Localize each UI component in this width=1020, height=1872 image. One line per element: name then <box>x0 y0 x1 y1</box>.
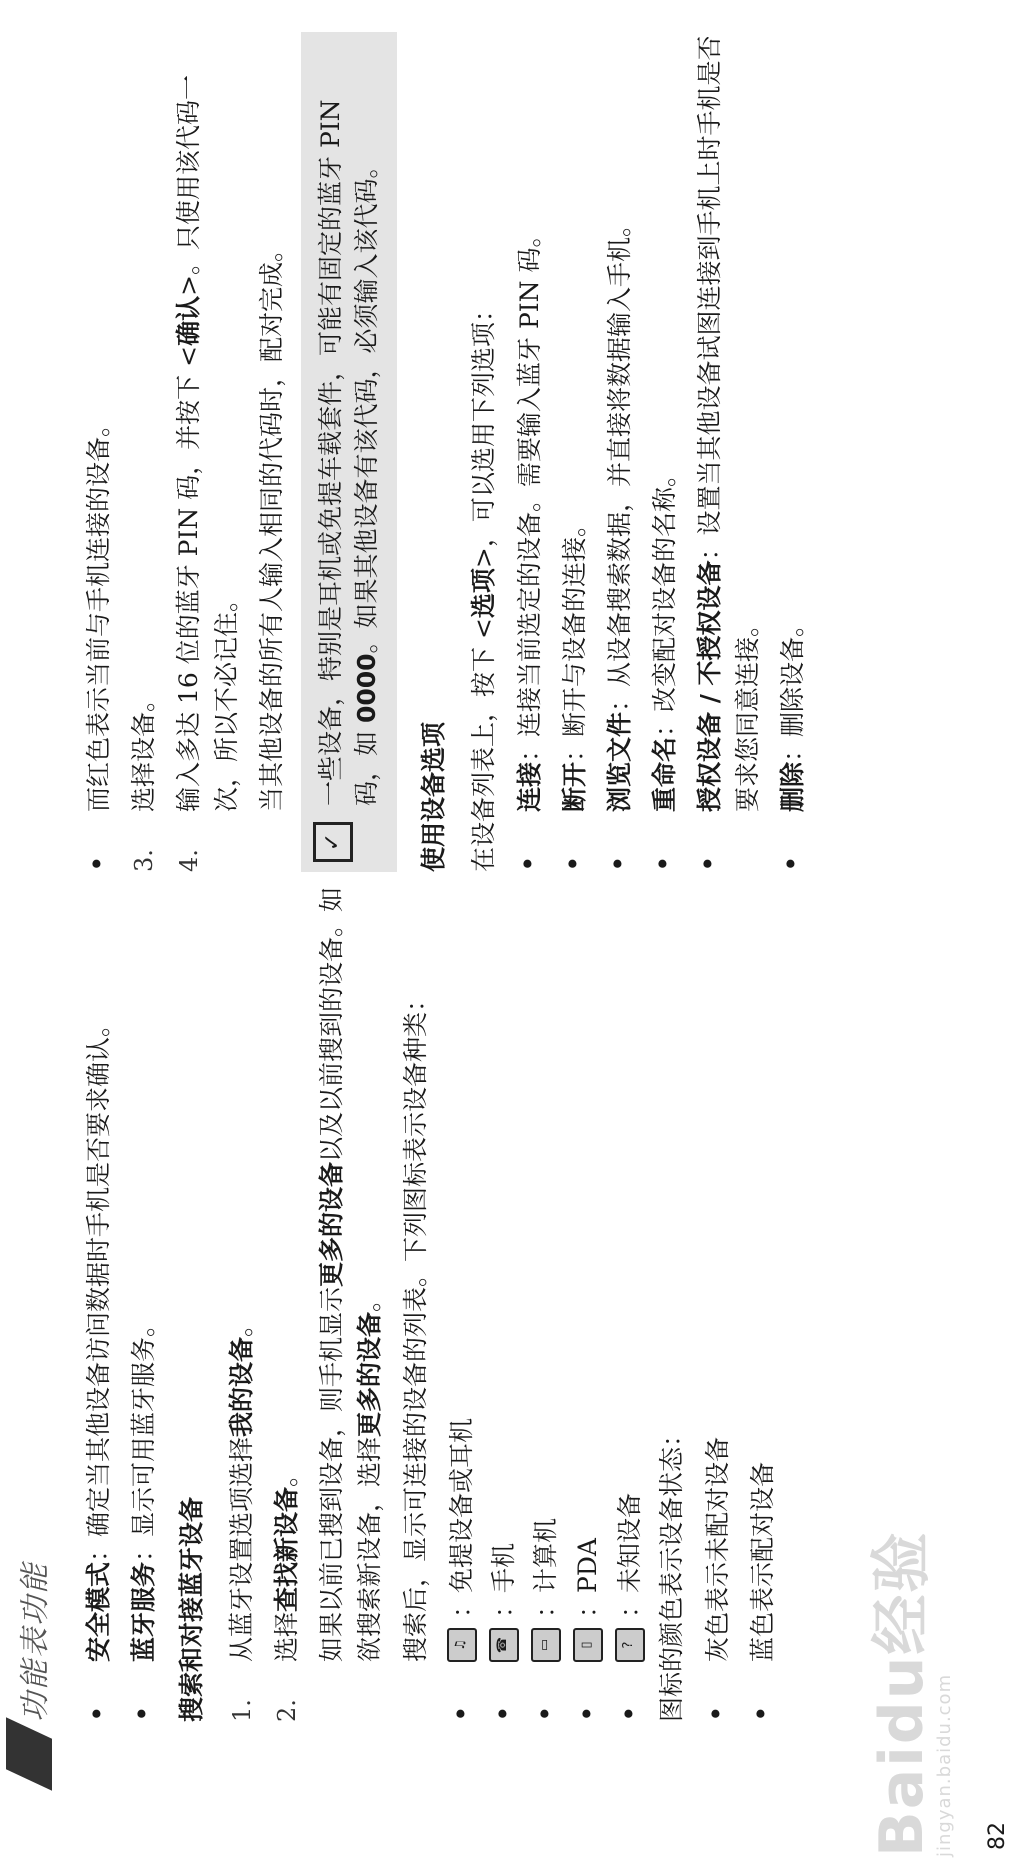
bullet-icon: • <box>647 855 680 872</box>
option-item <box>601 32 639 872</box>
bullet-icon: • <box>81 855 114 872</box>
device-type-item <box>569 862 607 1722</box>
bullet-icon: • <box>571 1705 604 1722</box>
device-type-item <box>527 862 565 1722</box>
option-label: 删除 <box>778 761 807 812</box>
option-item <box>556 32 594 872</box>
step-3-text: 选择设备。 <box>129 686 158 812</box>
step-1 <box>223 862 261 1722</box>
bullet-icon: • <box>745 1705 778 1722</box>
security-mode-label: 安全模式 <box>84 1561 113 1662</box>
paragraph-options-intro <box>465 32 503 872</box>
color-gray-text: 灰色表示未配对设备 <box>703 1436 732 1662</box>
watermark <box>867 1530 955 1857</box>
bullet-icon: • <box>775 855 808 872</box>
option-text: ：删除设备。 <box>778 611 807 762</box>
option-item <box>691 32 767 872</box>
baidu-logo: Baidu经验 <box>867 1530 937 1857</box>
bullet-bt-service <box>125 862 163 1722</box>
color-item <box>744 862 782 1722</box>
option-item <box>511 32 549 872</box>
paragraph-previous-devices <box>313 862 389 1722</box>
left-column <box>80 862 789 1722</box>
step-number: 2. <box>273 1699 301 1722</box>
step-4-c: >。只使用该代码一次，所以不必记住。 <box>174 74 241 812</box>
bt-service-text: ：显示可用蓝牙服务。 <box>129 1311 158 1562</box>
note-a: 一些设备，特别是耳机或免提车载套件，可能有固定的蓝牙 PIN 码，如 <box>316 99 381 806</box>
color-red-text: 而红色表示当前与手机连接的设备。 <box>84 411 113 812</box>
bullet-icon: • <box>512 855 545 872</box>
unknown-icon: ? <box>615 1628 645 1662</box>
step-1-bold: 我的设备 <box>227 1336 256 1437</box>
step-number: 4. <box>175 849 203 872</box>
option-label: 断开 <box>560 761 589 812</box>
watermark-url: jingyan.baidu.com <box>934 1673 955 1857</box>
step-1-text: 从蓝牙设置选项选择 <box>227 1436 256 1662</box>
heading-search-pair: 搜索和对接蓝牙设备 <box>177 1496 206 1722</box>
device-type-label: ：PDA <box>573 1538 602 1618</box>
paragraph-device-list: 搜索后，显示可连接的设备的列表。下列图标表示设备种类： <box>401 986 430 1662</box>
checkmark-note-icon: ✓ <box>313 822 353 862</box>
step-1-end: 。 <box>227 1311 256 1337</box>
color-blue-text: 蓝色表示配对设备 <box>748 1461 777 1662</box>
step-4-a: 输入多达 16 位的蓝牙 PIN 码，并按下 < <box>174 345 203 812</box>
step-4-b: 确认 <box>174 295 203 346</box>
bullet-icon: • <box>557 855 590 872</box>
pda-icon: ▯ <box>573 1628 603 1662</box>
bullet-icon: • <box>529 1705 562 1722</box>
step-3 <box>125 32 163 872</box>
para1-a: 如果以前已搜到设备，则手机显示 <box>317 1286 346 1662</box>
bt-service-label: 蓝牙服务 <box>129 1561 158 1662</box>
bullet-icon: • <box>613 1705 646 1722</box>
step-2-end: 。 <box>272 1461 301 1487</box>
bullet-icon: • <box>445 1705 478 1722</box>
option-item <box>646 32 684 872</box>
option-label: 连接 <box>515 761 544 812</box>
option-label: 重命名 <box>650 736 679 812</box>
note-text <box>313 44 385 806</box>
color-item <box>699 862 737 1722</box>
paragraph-pair-complete: 当其他设备的所有人输入相同的代码时，配对完成。 <box>257 236 286 812</box>
option-text: ：断开与设备的连接。 <box>560 511 589 762</box>
note-b: 。如果其他设备有该代码，必须输入该代码。 <box>352 153 381 654</box>
option-text: ：连接当前选定的设备。需要输入蓝牙 PIN 码。 <box>515 222 544 762</box>
color-item <box>80 32 118 872</box>
bullet-icon: • <box>81 1705 114 1722</box>
bullet-icon: • <box>692 855 725 872</box>
bullet-security-mode <box>80 862 118 1722</box>
page-number: 82 <box>985 1822 1010 1850</box>
step-2-text: 选择 <box>272 1611 301 1662</box>
phone-icon: ☎ <box>489 1628 519 1662</box>
computer-icon: ▭ <box>531 1628 561 1662</box>
bullet-icon: • <box>700 1705 733 1722</box>
option-text: ：改变配对设备的名称。 <box>650 461 679 737</box>
device-type-label: ：计算机 <box>531 1517 560 1618</box>
option-text: ：从设备搜索数据，并直接将数据输入手机。 <box>605 211 634 712</box>
options-intro-a: 在设备列表上，按下 < <box>469 618 498 872</box>
bullet-icon: • <box>487 1705 520 1722</box>
para1-c: 以及以前搜到的设备。如欲搜索新设备，选择 <box>317 886 384 1662</box>
device-type-item <box>611 862 649 1722</box>
option-item <box>774 32 812 872</box>
para1-b: 更多的设备 <box>317 1161 346 1287</box>
step-number: 1. <box>228 1699 256 1722</box>
step-number: 3. <box>130 849 158 872</box>
step-2-bold: 查找新设备 <box>272 1486 301 1612</box>
option-text: ：设置当其他设备试图连接到手机上时手机是否要求您同意连接。 <box>695 35 762 812</box>
bullet-icon: • <box>602 855 635 872</box>
para1-d: 更多的设备 <box>355 1311 384 1437</box>
right-column <box>80 32 819 872</box>
device-type-label: ：手机 <box>489 1542 518 1618</box>
section-title: 功能表功能 <box>18 1562 53 1722</box>
device-type-label: ：免提设备或耳机 <box>447 1417 476 1618</box>
device-type-item <box>485 862 523 1722</box>
handsfree-icon: ♫ <box>447 1628 477 1662</box>
options-intro-b: 选项 <box>469 568 498 619</box>
option-label: 授权设备 / 不授权设备 <box>695 560 724 812</box>
device-type-label: ：未知设备 <box>615 1492 644 1618</box>
note-code: 0000 <box>352 653 381 724</box>
security-mode-text: ：确定当其他设备访问数据时手机是否要求确认。 <box>84 1011 113 1562</box>
options-intro-c: >，可以选用下列选项： <box>469 297 498 569</box>
paragraph-icon-colors: 图标的颜色表示设备状态： <box>657 1421 686 1722</box>
option-label: 浏览文件 <box>605 711 634 812</box>
step-2 <box>268 862 306 1722</box>
para1-e: 。 <box>355 1286 384 1312</box>
note-box <box>301 32 397 872</box>
bullet-icon: • <box>126 1705 159 1722</box>
header-decor-bar <box>6 1717 52 1790</box>
device-type-item <box>443 862 481 1722</box>
step-4 <box>170 32 246 872</box>
device-icon-list <box>443 862 649 1722</box>
heading-device-options: 使用设备选项 <box>419 721 448 872</box>
